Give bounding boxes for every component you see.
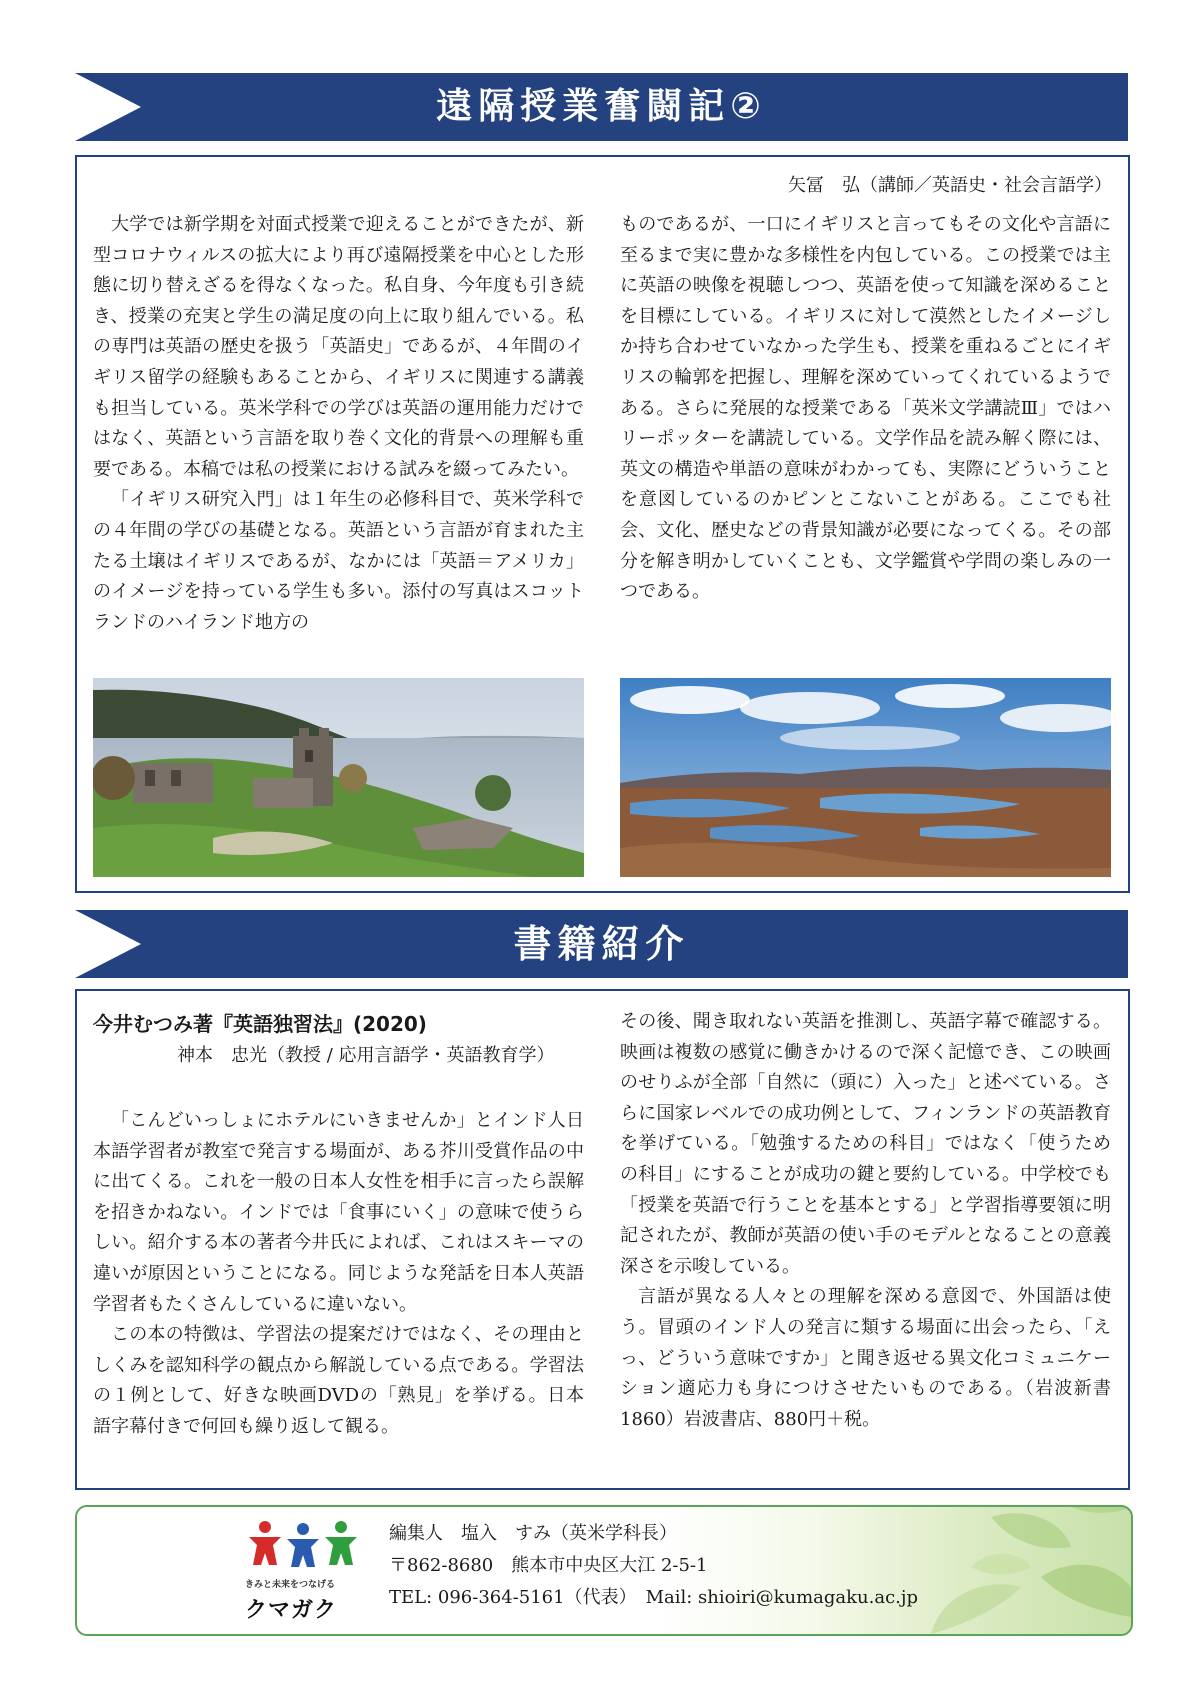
article-box-book-review — [75, 989, 1130, 1490]
book-title: 今井むつみ著『英語独習法』(2020) — [93, 1012, 427, 1036]
paragraph: ものであるが、一口にイギリスと言ってもその文化や言語に至るまで実に豊かな多様性を内包している。この授業では主に英語の映像を視聴しつつ、英語を使って知識を深めることを目標にしている。イギリスに対して漠然としたイメージしか持ち合わせていなかった学生も、授業を重ねるごとにイギリスの輪郭を把握し、理解を深めていってくれているようである。さらに発展的な授業である「英米文学講読Ⅲ」ではハリーポッターを講読している。文学作品を読み解く際には、英文の構造や単語の意味がわかっても、実際にどういうことを意図しているのかピンとこないことがある。ここでも社会、文化、歴史などの背景知識が必要になってくる。その部分を解き明かしていくことも、文学鑑賞や学問の楽しみの一つである。 — [620, 214, 1111, 603]
article-column-left — [93, 210, 584, 638]
article-author: 矢冨 弘（講師／英語史・社会言語学） — [788, 175, 1112, 196]
photo-castle-loch — [93, 678, 584, 877]
section-banner-book-review — [75, 910, 1128, 978]
paragraph: この本の特徴は、学習法の提案だけではなく、その理由としくみを認知科学の観点から解説している点である。学習法の１例として、好きな映画DVDの「熟見」を挙げる。日本語字幕付きで何回も繰り返して観る。 — [93, 1324, 584, 1437]
section-title: 書籍紹介 — [513, 922, 690, 966]
article-column-left — [93, 1106, 584, 1443]
kumagaku-logo — [243, 1519, 363, 1629]
section-banner-remote-classes — [75, 73, 1128, 141]
footer-contact: TEL: 096-364-5161（代表） Mail: shioiri@kumagaku.ac.jp — [389, 1587, 918, 1608]
footer-address: 〒862-8680 熊本市中央区大江 2-5-1 — [389, 1555, 708, 1576]
footer-panel — [75, 1505, 1133, 1636]
paragraph: 大学では新学期を対面式授業で迎えることができたが、新型コロナウィルスの拡大により再び遠隔授業を中心とした形態に切り替えざるを得なくなった。私自身、今年度も引き続き、授業の充実と学生の満足度の向上に取り組んでいる。私の専門は英語の歴史を扱う「英語史」であるが、４年間のイギリス留学の経験もあることから、イギリスに関連する講義も担当している。英米学科での学びは英語の運用能力だけではなく、英語という言語を取り巻く文化的背景への理解も重要である。本稿では私の授業における試みを綴ってみたい。 — [93, 214, 584, 480]
article-author: 神本 忠光（教授 / 応用言語学・英語教育学） — [177, 1045, 555, 1066]
paragraph: 言語が異なる人々との理解を深める意図で、外国語は使う。冒頭のインド人の発言に類する場面に出会ったら、「えっ、どういう意味ですか」と聞き返せる異文化コミュニケーション適応力も身につけさせたいものである。（岩波新書 1860）岩波書店、880円＋税。 — [620, 1286, 1111, 1430]
article-column-right — [620, 210, 1111, 608]
article-box-remote-classes — [75, 155, 1130, 893]
logo-tagline: きみと未来をつなげる — [245, 1580, 336, 1590]
castle-landscape-image — [93, 678, 584, 877]
logo-figures-icon — [247, 1519, 359, 1569]
article-column-right — [620, 1007, 1111, 1435]
photo-highland-moor — [620, 678, 1111, 877]
paragraph: 「イギリス研究入門」は１年生の必修科目で、英米学科での４年間の学びの基礎となる。英語という言語が育まれた主たる土壌はイギリスであるが、なかには「英語＝アメリカ」のイメージを持っている学生も多い。添付の写真はスコットランドのハイランド地方の — [93, 489, 584, 633]
paragraph: 「こんどいっしょにホテルにいきませんか」とインド人日本語学習者が教室で発言する場面が、ある芥川受賞作品の中に出てくる。これを一般の日本人女性を相手に言ったら誤解を招きかねない。インドでは「食事にいく」の意味で使うらしい。紹介する本の著者今井氏によれば、これはスキーマの違いが原因ということになる。同じような発話を日本人英語学習者もたくさんしているに違いない。 — [93, 1110, 584, 1315]
section-title: 遠隔授業奮闘記② — [436, 86, 767, 127]
footer-editor: 編集人 塩入 すみ（英米学科長） — [389, 1523, 677, 1544]
moor-landscape-image — [620, 678, 1111, 877]
logo-name: クマガク — [245, 1598, 338, 1623]
ginkgo-leaves-decoration — [871, 1507, 1131, 1634]
paragraph: その後、聞き取れない英語を推測し、英語字幕で確認する。映画は複数の感覚に働きかけるので深く記憶でき、この映画のせりふが全部「自然に（頭に）入った」と述べている。さらに国家レベルでの成功例として、フィンランドの英語教育を挙げている。「勉強するための科目」ではなく「使うための科目」にすることが成功の鍵と要約している。中学校でも「授業を英語で行うことを基本とする」と学習指導要領に明記されたが、教師が英語の使い手のモデルとなることの意義深さを示唆している。 — [620, 1011, 1111, 1277]
